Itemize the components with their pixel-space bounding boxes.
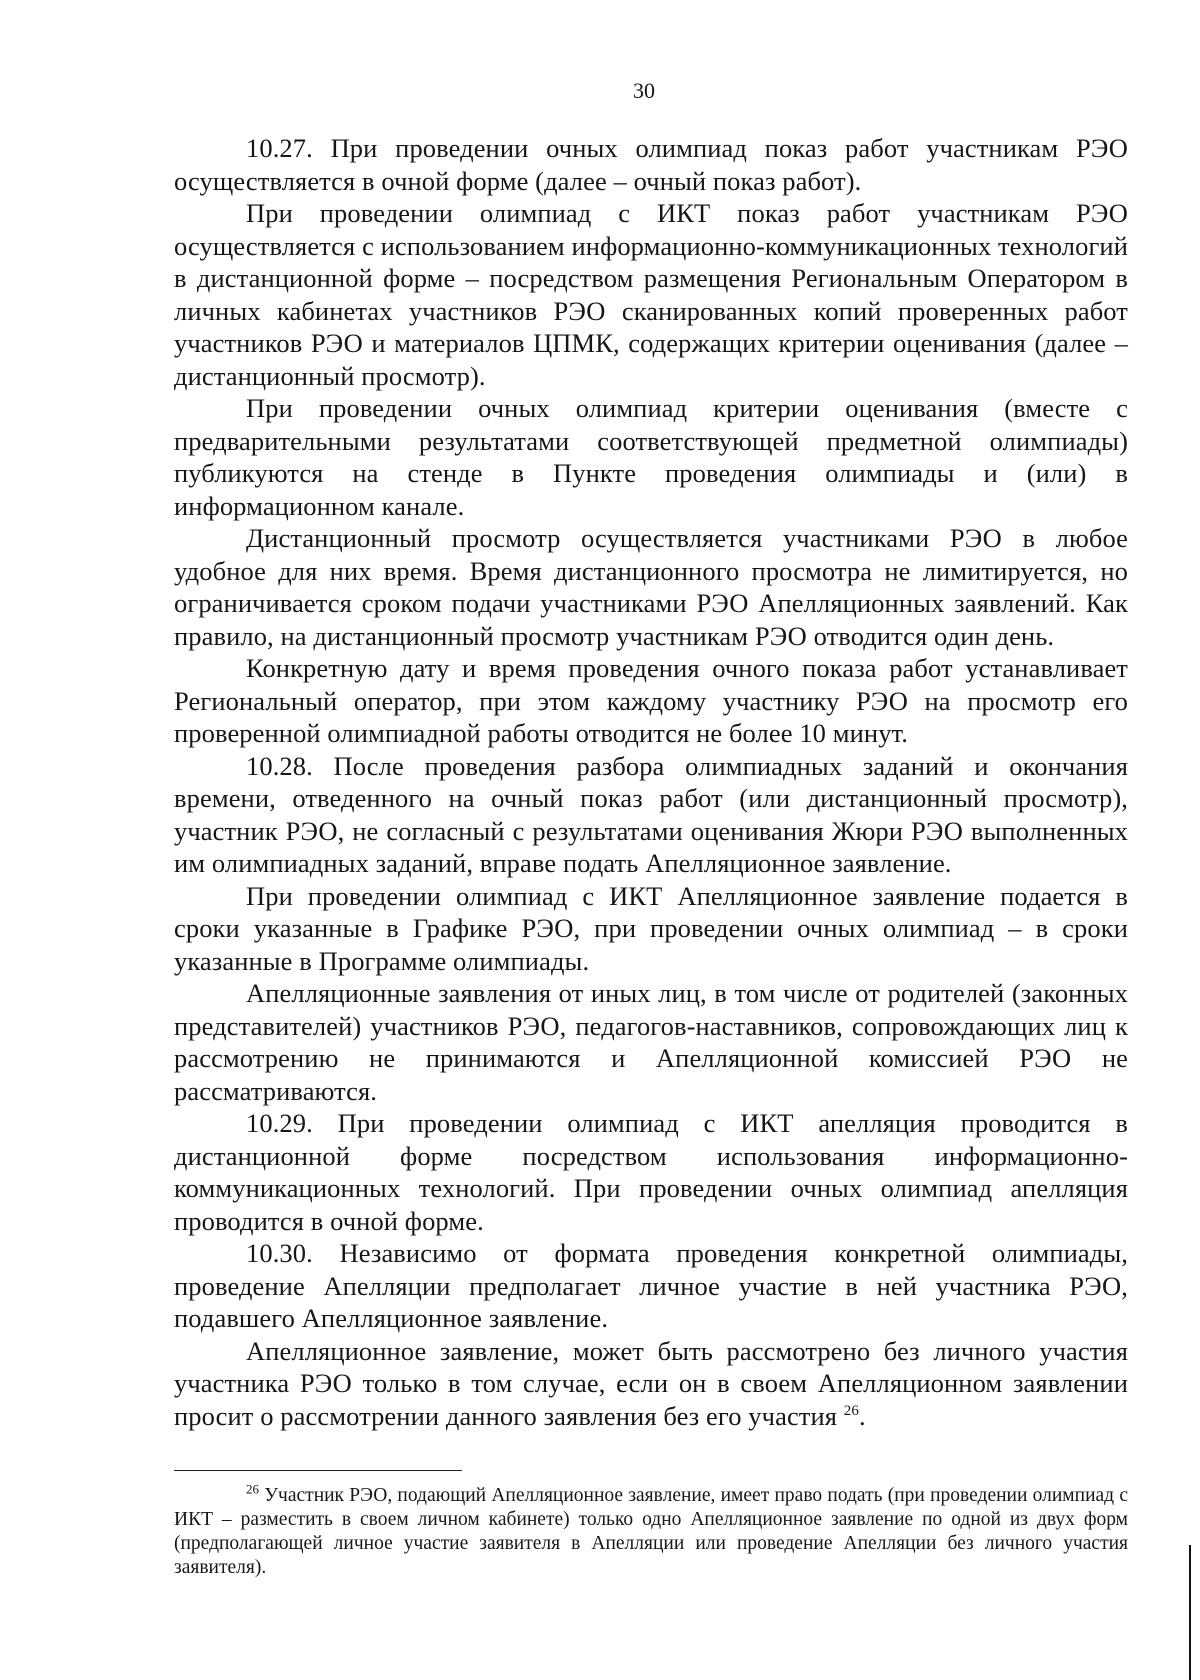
footnote-text: Участник РЭО, подающий Апелляционное заявление, имеет право подать (при проведении олимпиад с ИКТ – разместить в своем личном кабинете) только одно Апелляционное заявление по одной из двух форм (предполагающей личное участие заявителя в Апелляции или проведение Апелляции без личного участия заявителя). [174, 1485, 1128, 1578]
footnote [174, 1481, 1128, 1580]
paragraph-10-29: 10.29. При проведении олимпиад с ИКТ апелляция проводится в дистанционной форме посредством использования информационно-коммуникационных технологий. При проведении очных олимпиад апелляция проводится в очной форме. [174, 1108, 1128, 1236]
paragraph-10-30: 10.30. Независимо от формата проведения конкретной олимпиады, проведение Апелляции предполагает личное участие в ней участника РЭО, подавшего Апелляционное заявление. [174, 1238, 1128, 1333]
last-paragraph-text: Апелляционное заявление, может быть рассмотрено без личного участия участника РЭО только в том случае, если он в своем Апелляционном заявлении просит о рассмотрении данного заявления без его участия [174, 1335, 1128, 1431]
page-number: 30 [633, 78, 655, 103]
paragraph-10-27: 10.27. При проведении очных олимпиад показ работ участникам РЭО осуществляется в очной форме (далее – очный показ работ). [174, 133, 1128, 196]
footnote-reference: 26 [843, 1402, 859, 1419]
footnote-marker: 26 [246, 1481, 259, 1497]
last-paragraph-end: . [859, 1400, 866, 1431]
paragraph-appeal-without-presence [174, 1335, 1128, 1433]
paragraph-ikt-show: При проведении олимпиад с ИКТ показ работ участникам РЭО осуществляется с использованием информационно-коммуникационных технологий в дистанционной форме – посредством размещения Региональным Оператором в личных кабинетах участников РЭО сканированных копий проверенных работ участников РЭО и материалов ЦПМК, содержащих критерии оценивания (далее – дистанционный просмотр). [174, 198, 1128, 391]
paragraph-10-28: 10.28. После проведения разбора олимпиадных заданий и окончания времени, отведенного на очный показ работ (или дистанционный просмотр), участник РЭО, не согласный с результатами оценивания Жюри РЭО выполненных им олимпиадных заданий, вправе подать Апелляционное заявление. [174, 750, 1128, 878]
paragraph-remote-view: Дистанционный просмотр осуществляется участниками РЭО в любое удобное для них время. Время дистанционного просмотра не лимитируется, но ограничивается сроком подачи участниками РЭО Апелляционных заявлений. Как правило, на дистанционный просмотр участникам РЭО отводится один день. [174, 523, 1128, 651]
paragraph-show-date: Конкретную дату и время проведения очного показа работ устанавливает Региональный оператор, при этом каждому участнику РЭО на просмотр его проверенной олимпиадной работы отводится не более 10 минут. [174, 653, 1128, 748]
paragraph-appeal-deadline: При проведении олимпиад с ИКТ Апелляционное заявление подается в сроки указанные в Графике РЭО, при проведении очных олимпиад – в сроки указанные в Программе олимпиады. [174, 880, 1128, 976]
scan-edge-line [1189, 1545, 1191, 1680]
footnote-divider [174, 1470, 462, 1471]
document-body [174, 132, 1128, 1432]
paragraph-criteria-publish: При проведении очных олимпиад критерии оценивания (вместе с предварительными результатами соответствующей предметной олимпиады) публикуются на стенде в Пункте проведения олимпиады и (или) в информационном канале. [174, 393, 1128, 521]
paragraph-other-persons: Апелляционные заявления от иных лиц, в том числе от родителей (законных представителей) участников РЭО, педагогов-наставников, сопровождающих лиц к рассмотрению не принимаются и Апелляционной комиссией РЭО не рассматриваются. [174, 978, 1128, 1106]
